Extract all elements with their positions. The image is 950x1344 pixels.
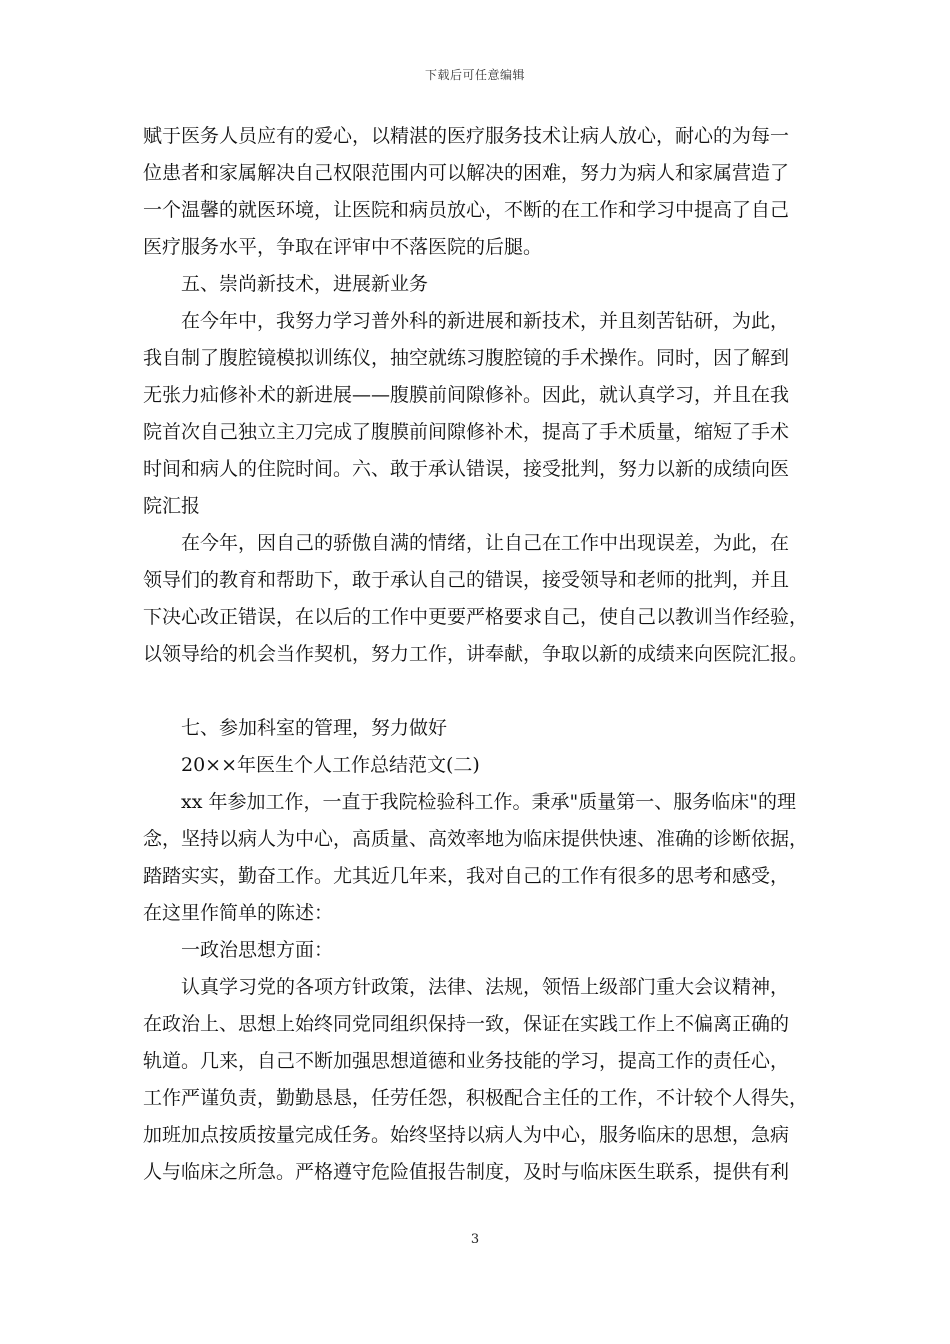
- blank-line: [143, 673, 823, 710]
- paragraph-line: 时间和病人的住院时间。六、敢于承认错误，接受批判，努力以新的成绩向医: [143, 458, 790, 480]
- document-subtitle: 20××年医生个人工作总结范文(二): [181, 754, 480, 776]
- paragraph-line: 院汇报: [143, 495, 201, 517]
- section-heading: 一政治思想方面：: [181, 939, 334, 961]
- paragraph-line: 轨道。几来，自己不断加强思想道德和业务技能的学习，提高工作的责任心，: [143, 1050, 790, 1072]
- document-body: [143, 118, 823, 1191]
- paragraph-line: 在政治上、思想上始终同党同组织保持一致，保证在实践工作上不偏离正确的: [143, 1013, 790, 1035]
- section-heading: 五、崇尚新技术，进展新业务: [181, 273, 429, 295]
- page-header: 下载后可任意编辑: [424, 68, 525, 82]
- paragraph-line: 下决心改正错误，在以后的工作中更要严格要求自己，使自己以教训当作经验，: [143, 606, 809, 628]
- paragraph-line: 我自制了腹腔镜模拟训练仪，抽空就练习腹腔镜的手术操作。同时，因了解到: [143, 347, 790, 369]
- paragraph-line: 加班加点按质按量完成任务。始终坚持以病人为中心，服务临床的思想，急病: [143, 1124, 790, 1146]
- paragraph-line: 院首次自己独立主刀完成了腹膜前间隙修补术，提高了手术质量，缩短了手术: [143, 421, 790, 443]
- paragraph-line: 认真学习党的各项方针政策，法律、法规，领悟上级部门重大会议精神，: [181, 976, 790, 998]
- paragraph-line: 在今年中，我努力学习普外科的新进展和新技术，并且刻苦钻研，为此，: [181, 310, 790, 332]
- paragraph-line: 赋于医务人员应有的爱心，以精湛的医疗服务技术让病人放心，耐心的为每一: [143, 125, 790, 147]
- paragraph-line: 位患者和家属解决自己权限范围内可以解决的困难，努力为病人和家属营造了: [143, 162, 790, 184]
- paragraph-line: 以领导给的机会当作契机，努力工作，讲奉献，争取以新的成绩来向医院汇报。: [143, 643, 809, 665]
- page-number: 3: [470, 1232, 480, 1247]
- paragraph-line: 领导们的教育和帮助下，敢于承认自己的错误，接受领导和老师的批判，并且: [143, 569, 790, 591]
- paragraph-line: 医疗服务水平，争取在评审中不落医院的后腿。: [143, 236, 543, 258]
- paragraph-line: 工作严谨负责，勤勤恳恳，任劳任怨，积极配合主任的工作，不计较个人得失，: [143, 1087, 809, 1109]
- paragraph-line: xx 年参加工作，一直于我院检验科工作。秉承"质量第一、服务临床"的理: [181, 791, 796, 813]
- section-heading: 七、参加科室的管理，努力做好: [181, 717, 448, 739]
- paragraph-line: 踏踏实实，勤奋工作。尤其近几年来，我对自己的工作有很多的思考和感受，: [143, 865, 790, 887]
- paragraph-line: 念，坚持以病人为中心，高质量、高效率地为临床提供快速、准确的诊断依据，: [143, 828, 809, 850]
- paragraph-line: 在今年，因自己的骄傲自满的情绪，让自己在工作中出现误差，为此，在: [181, 532, 790, 554]
- paragraph-line: 在这里作简单的陈述：: [143, 902, 334, 924]
- paragraph-line: 人与临床之所急。严格遵守危险值报告制度，及时与临床医生联系，提供有利: [143, 1161, 790, 1183]
- paragraph-line: 无张力疝修补术的新进展——腹膜前间隙修补。因此，就认真学习，并且在我: [143, 384, 790, 406]
- paragraph-line: 一个温馨的就医环境，让医院和病员放心，不断的在工作和学习中提高了自己: [143, 199, 790, 221]
